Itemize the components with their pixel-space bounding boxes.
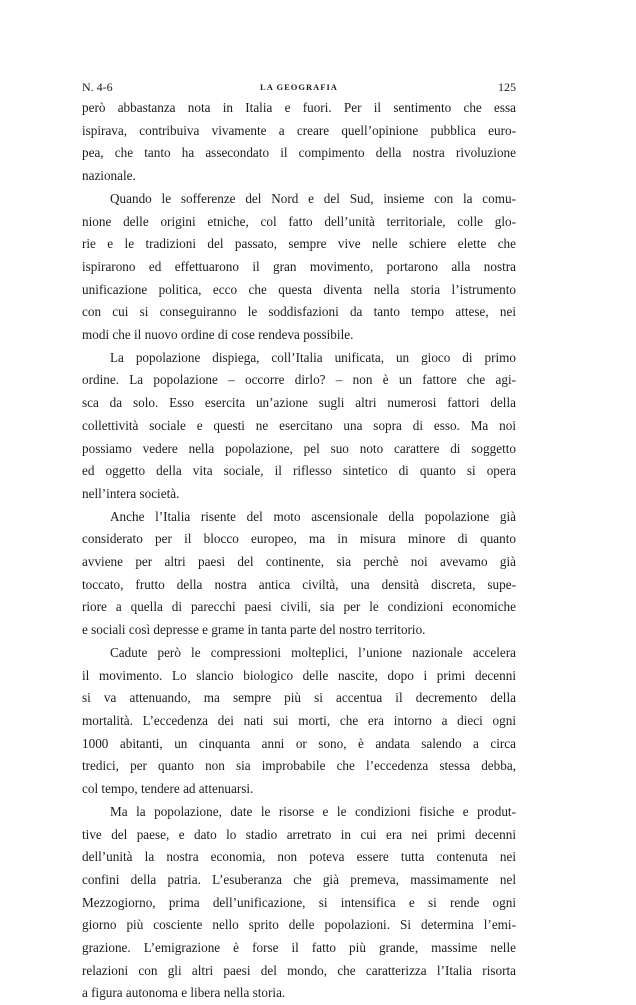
text-line: e sociali così depresse e grame in tanta parte del nostro territorio. [82,622,426,638]
text-line: ispirava, contribuiva vivamente a creare quell’opinione pubblica euro- [82,122,516,138]
text-line: collettività sociale e questi ne esercitano una sopra di esso. Ma noi [82,417,516,433]
paragraph [82,347,516,506]
text-line: sca da solo. Esso esercita un’azione sugli altri numerosi fattori della [82,395,516,411]
text-line: il movimento. Lo slancio biologico delle nascite, dopo i primi decenni [82,667,516,683]
text-line: possiamo vedere nella popolazione, pel suo noto carattere di soggetto [82,440,516,456]
page-number: 125 [498,80,516,94]
text-line: nell’intera società. [82,485,180,501]
text-line: nione delle origini etniche, col fatto dell’unità territoriale, colle glo- [82,213,516,229]
text-line: La popolazione dispiega, coll’Italia unificata, un gioco di primo [110,349,516,365]
issue-number: N. 4-6 [82,80,113,94]
text-line: si va attenuando, ma sempre più si accentua il decremento della [82,690,516,706]
text-line: però abbastanza nota in Italia e fuori. Per il sentimento che essa [82,100,516,115]
text-line: considerato per il blocco europeo, ma in misura minore di quanto [82,531,516,547]
text-line: Quando le sofferenze del Nord e del Sud, insieme con la comu- [110,190,516,206]
journal-title: LA GEOGRAFIA [260,82,338,92]
text-line: modi che il nuovo ordine di cose rendeva possibile. [82,327,354,343]
text-line: 1000 abitanti, un cinquanta anni or sono, è andata salendo a circa [82,735,516,751]
text-line: giorno più cosciente nello sprito delle popolazioni. Si determina l’emi- [82,917,516,933]
text-line: Cadute però le compressioni molteplici, l’unione nazionale accelera [110,644,516,660]
running-header [82,79,516,95]
text-line: a figura autonoma e libera nella storia. [82,985,286,1001]
text-line: tredici, per quanto non sia improbabile che l’eccedenza stessa debba, [82,758,516,774]
paragraph [82,506,516,642]
text-line: ordine. La popolazione – occorre dirlo? – non è un fattore che agi- [82,372,516,388]
text-line: ispirarono ed effettuarono il gran movimento, portarono alla nostra [82,258,516,274]
text-line: confini della patria. L’esuberanza che già premeva, massimamente nel [82,871,516,887]
text-line: Anche l’Italia risente del moto ascensionale della popolazione già [110,508,516,524]
text-line: toccato, frutto della nostra antica civiltà, una densità discreta, supe- [82,576,516,592]
text-line: con cui si conseguiranno le soddisfazioni da tanto tempo attese, nei [82,304,516,320]
text-line: pea, che tanto ha assecondato il compimento della nostra rivoluzione [82,145,516,161]
text-line: riore a quella di parecchi paesi civili, sia per le condizioni economiche [82,599,516,615]
text-line: ed oggetto della vita sociale, il riflesso sintetico di quanto si opera [82,463,516,479]
text-line: avviene per altri paesi del continente, sia perchè noi avevamo già [82,554,516,570]
paragraph [82,801,516,1005]
text-line: Mezzogiorno, prima dell’unificazione, si intensifica e si rende ogni [82,894,516,910]
text-line: relazioni con gli altri paesi del mondo, che caratterizza l’Italia risorta [82,962,516,978]
paragraph [82,188,516,347]
text-line: tive del paese, e dato lo stadio arretrato in cui era nei primi decenni [82,826,516,842]
text-line: dell’unità la nostra economia, non poteva essere tutta contenuta nei [82,849,516,865]
paragraph [82,642,516,801]
text-line: rie e le tradizioni del passato, sempre vive nelle schiere elette che [82,236,516,252]
text-line: unificazione politica, ecco che questa diventa nella storia l’istrumento [82,281,516,297]
text-line: mortalità. L’eccedenza dei nati sui morti, che era intorno a dieci ogni [82,712,516,728]
body-text [82,97,516,1005]
text-line: grazione. L’emigrazione è forse il fatto più grande, massime nelle [82,940,516,956]
paragraph [82,97,516,188]
text-line: nazionale. [82,168,136,184]
text-line: col tempo, tendere ad attenuarsi. [82,781,254,797]
text-line: Ma la popolazione, date le risorse e le condizioni fisiche e produt- [110,803,516,819]
